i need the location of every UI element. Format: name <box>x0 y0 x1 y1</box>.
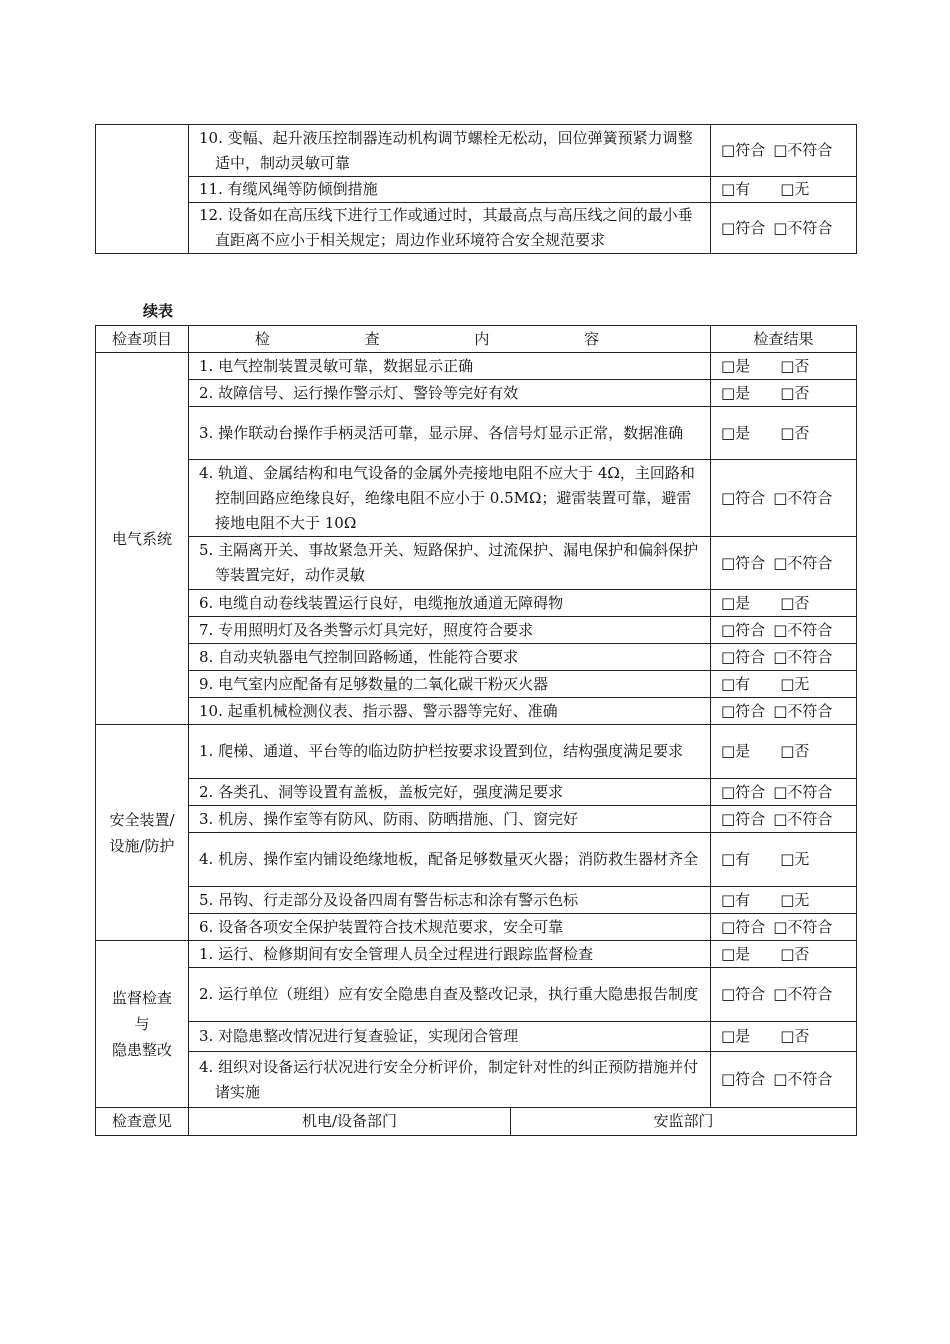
check-item-text: 4. 机房、操作室内铺设绝缘地板，配备足够数量灭火器；消防救生器材齐全 <box>189 833 711 887</box>
table-row <box>96 833 857 887</box>
table-row <box>96 177 857 203</box>
table-row <box>96 590 857 617</box>
check-item-text: 9. 电气室内应配备有足够数量的二氧化碳干粉灭火器 <box>189 671 711 698</box>
result-option[interactable]: □不符合 <box>773 809 833 828</box>
check-result <box>711 698 857 725</box>
category-line: 与 <box>134 1015 150 1033</box>
result-option[interactable]: □不符合 <box>773 917 833 936</box>
table-row <box>96 698 857 725</box>
result-option[interactable]: □是 <box>721 356 751 375</box>
check-result <box>711 407 857 460</box>
table-row <box>96 887 857 914</box>
check-item-text: 1. 电气控制装置灵敏可靠，数据显示正确 <box>189 353 711 380</box>
category-line: 安全装置/ <box>109 810 175 829</box>
result-option[interactable]: □不符合 <box>773 553 833 572</box>
result-option[interactable]: □无 <box>780 674 810 693</box>
check-item-text: 5. 主隔离开关、事故紧急开关、短路保护、过流保护、漏电保护和偏斜保护等装置完好，动作灵敏 <box>189 537 711 590</box>
result-option[interactable]: □是 <box>721 1027 751 1045</box>
header-content <box>189 326 711 353</box>
check-result <box>711 177 857 203</box>
result-option[interactable]: □是 <box>721 742 751 760</box>
header-category: 检查项目 <box>96 326 189 353</box>
check-result <box>711 779 857 806</box>
result-option[interactable]: □否 <box>780 383 810 402</box>
footer-row <box>96 1108 857 1136</box>
result-option[interactable]: □符合 <box>721 701 766 720</box>
table-row <box>96 353 857 380</box>
check-result <box>711 671 857 698</box>
table-row <box>96 203 857 254</box>
table-row <box>96 914 857 941</box>
table-row <box>96 1052 857 1108</box>
result-option[interactable]: □是 <box>721 593 751 612</box>
check-item-text: 1. 运行、检修期间有安全管理人员全过程进行跟踪监督检查 <box>189 941 711 968</box>
check-item-text: 10. 变幅、起升液压控制器连动机构调节螺栓无松动，回位弹簧预紧力调整适中，制动灵敏可靠 <box>189 125 711 177</box>
footer-dept-equipment: 机电/设备部门 <box>189 1108 511 1136</box>
inspection-table-part1 <box>95 124 857 254</box>
result-option[interactable]: □否 <box>780 423 810 442</box>
category-line: 监督检查 <box>111 989 172 1007</box>
result-option[interactable]: □无 <box>780 850 810 868</box>
result-option[interactable]: □是 <box>721 944 751 963</box>
result-option[interactable]: □否 <box>780 593 810 612</box>
category-line: 隐患整改 <box>111 1041 172 1059</box>
table-row <box>96 968 857 1022</box>
result-option[interactable]: □不符合 <box>773 620 833 639</box>
check-item-text: 5. 吊钩、行走部分及设备四周有警告标志和涂有警示色标 <box>189 887 711 914</box>
result-option[interactable]: □符合 <box>721 809 766 828</box>
check-result <box>711 203 857 254</box>
result-option[interactable]: □无 <box>780 890 810 909</box>
check-result <box>711 914 857 941</box>
check-item-text: 4. 轨道、金属结构和电气设备的金属外壳接地电阻不应大于 4Ω，主回路和控制回路应绝缘良好，绝缘电阻不应小于 0.5MΩ；避雷装置可靠，避雷接地电阻不大于 10Ω <box>189 460 711 537</box>
table-row <box>96 407 857 460</box>
check-result <box>711 806 857 833</box>
result-option[interactable]: □符合 <box>721 488 766 507</box>
check-item-text: 8. 自动夹轨器电气控制回路畅通，性能符合要求 <box>189 644 711 671</box>
result-option[interactable]: □符合 <box>721 985 766 1003</box>
check-result <box>711 644 857 671</box>
table-row <box>96 941 857 968</box>
result-option[interactable]: □否 <box>780 356 810 375</box>
result-option[interactable]: □不符合 <box>773 1070 833 1088</box>
result-option[interactable]: □否 <box>780 742 810 760</box>
check-item-text: 4. 组织对设备运行状况进行安全分析评价，制定针对性的纠正预防措施并付诸实施 <box>189 1052 711 1108</box>
check-item-text: 6. 电缆自动卷线装置运行良好，电缆拖放通道无障碍物 <box>189 590 711 617</box>
table-row <box>96 671 857 698</box>
table-row <box>96 460 857 537</box>
check-item-text: 7. 专用照明灯及各类警示灯具完好，照度符合要求 <box>189 617 711 644</box>
check-result <box>711 968 857 1022</box>
result-option[interactable]: □符合 <box>721 917 766 936</box>
result-option[interactable]: □符合 <box>721 782 766 801</box>
result-option[interactable]: □不符合 <box>773 985 833 1003</box>
result-option[interactable]: □不符合 <box>773 701 833 720</box>
check-item-text: 6. 设备各项安全保护装置符合技术规范要求，安全可靠 <box>189 914 711 941</box>
table-row <box>96 725 857 779</box>
check-result <box>711 941 857 968</box>
header-content-label: 检 查 内 容 <box>254 329 645 348</box>
check-result <box>711 833 857 887</box>
result-option[interactable]: □不符合 <box>773 782 833 801</box>
result-option[interactable]: □无 <box>780 180 810 198</box>
check-item-text: 3. 机房、操作室等有防风、防雨、防晒措施、门、窗完好 <box>189 806 711 833</box>
result-option[interactable]: □不符合 <box>773 488 833 507</box>
footer-dept-safety: 安监部门 <box>511 1108 857 1136</box>
check-result <box>711 887 857 914</box>
result-option[interactable]: □符合 <box>721 553 766 572</box>
result-option[interactable]: □有 <box>721 850 751 868</box>
check-result <box>711 1052 857 1108</box>
header-row <box>96 326 857 353</box>
result-option[interactable]: □否 <box>780 944 810 963</box>
result-option[interactable]: □不符合 <box>773 647 833 666</box>
result-option[interactable]: □符合 <box>721 647 766 666</box>
table-row <box>96 125 857 177</box>
result-option[interactable]: □否 <box>780 1027 810 1045</box>
result-option[interactable]: □有 <box>721 674 751 693</box>
result-option[interactable]: □不符合 <box>773 218 833 237</box>
footer-label: 检查意见 <box>96 1108 189 1136</box>
check-result <box>711 1022 857 1052</box>
check-item-text: 12. 设备如在高压线下进行工作或通过时，其最高点与高压线之间的最小垂直距离不应小于相关规定；周边作业环境符合安全规范要求 <box>189 203 711 254</box>
category-supervision <box>96 941 189 1108</box>
check-item-text: 10. 起重机械检测仪表、指示器、警示器等完好、准确 <box>189 698 711 725</box>
result-option[interactable]: □有 <box>721 890 751 909</box>
check-result <box>711 537 857 590</box>
result-option[interactable]: □是 <box>721 423 751 442</box>
table-row <box>96 537 857 590</box>
continued-label: 续表 <box>143 302 174 320</box>
check-item-text: 1. 爬梯、通道、平台等的临边防护栏按要求设置到位，结构强度满足要求 <box>189 725 711 779</box>
check-result <box>711 125 857 177</box>
result-option[interactable]: □符合 <box>721 141 766 159</box>
header-result: 检查结果 <box>711 326 857 353</box>
result-option[interactable]: □符合 <box>721 620 766 639</box>
table-row <box>96 380 857 407</box>
check-item-text: 3. 对隐患整改情况进行复查验证，实现闭合管理 <box>189 1022 711 1052</box>
category-electrical: 电气系统 <box>96 353 189 725</box>
check-result <box>711 617 857 644</box>
table-row <box>96 644 857 671</box>
table-row <box>96 806 857 833</box>
category-safety-devices <box>96 725 189 941</box>
check-item-text: 2. 故障信号、运行操作警示灯、警铃等完好有效 <box>189 380 711 407</box>
table-row <box>96 617 857 644</box>
check-item-text: 2. 各类孔、洞等设置有盖板，盖板完好，强度满足要求 <box>189 779 711 806</box>
result-option[interactable]: □有 <box>721 180 751 198</box>
check-item-text: 3. 操作联动台操作手柄灵活可靠，显示屏、各信号灯显示正常，数据准确 <box>189 407 711 460</box>
check-item-text: 11. 有缆风绳等防倾倒措施 <box>189 177 711 203</box>
check-result <box>711 353 857 380</box>
table-row <box>96 1022 857 1052</box>
check-result <box>711 460 857 537</box>
check-result <box>711 590 857 617</box>
result-option[interactable]: □是 <box>721 383 751 402</box>
inspection-table-part2 <box>95 325 857 1136</box>
result-option[interactable]: □不符合 <box>773 141 833 159</box>
check-result <box>711 725 857 779</box>
check-item-text: 2. 运行单位（班组）应有安全隐患自查及整改记录，执行重大隐患报告制度 <box>189 968 711 1022</box>
category-line: 设施/防护 <box>109 836 175 855</box>
result-option[interactable]: □符合 <box>721 218 766 237</box>
table-row <box>96 779 857 806</box>
category-cell-empty <box>96 125 189 254</box>
result-option[interactable]: □符合 <box>721 1070 766 1088</box>
check-result <box>711 380 857 407</box>
